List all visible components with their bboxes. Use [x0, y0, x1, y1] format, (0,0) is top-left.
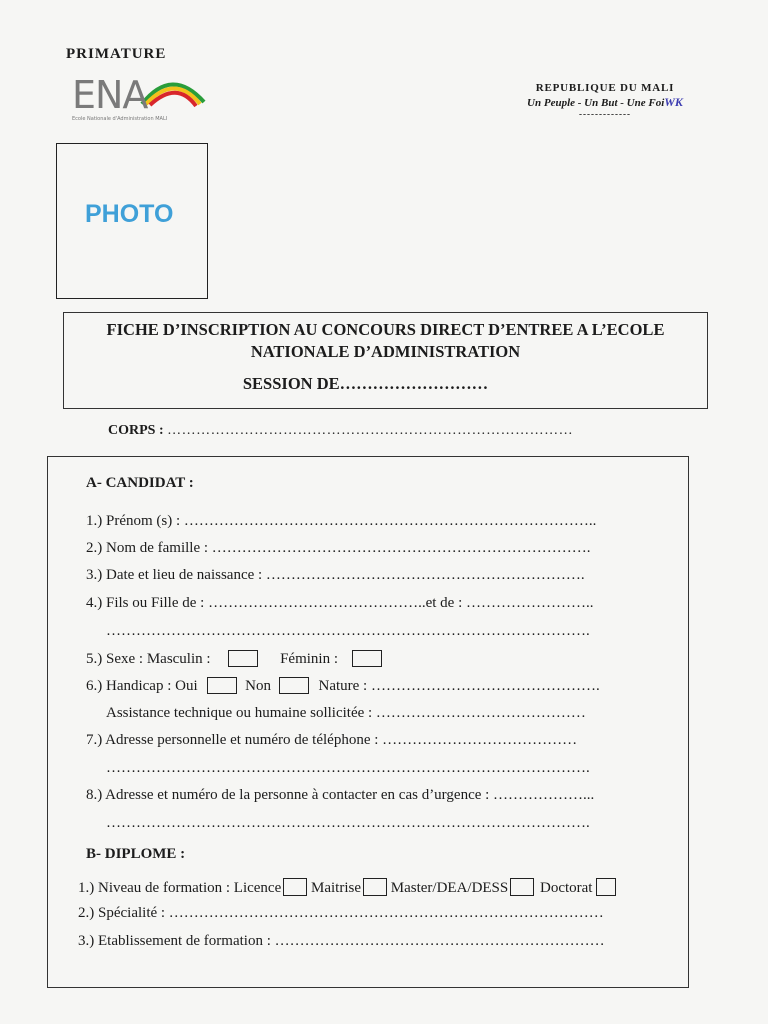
assistance-field[interactable]: Assistance technique ou humaine sollicitée : ……………………………………	[106, 705, 586, 721]
photo-box[interactable]	[56, 143, 208, 299]
urgence-continuation[interactable]: …………………………………………………………………………………….	[106, 815, 590, 831]
niveau-label: 1.) Niveau de formation : Licence	[78, 880, 282, 896]
handicap-non-checkbox[interactable]	[279, 677, 309, 694]
doctorat-checkbox[interactable]	[596, 878, 616, 896]
motto-separator: -------------	[579, 109, 631, 119]
nom-field[interactable]: 2.) Nom de famille : ………………………………………………………………….	[86, 540, 591, 556]
naissance-field[interactable]: 3.) Date et lieu de naissance : ……………………………………………………….	[86, 567, 585, 583]
logo-caption: Ecole Nationale d'Administration MALI	[72, 116, 168, 122]
logo-text: ENA	[72, 73, 148, 117]
nature-field[interactable]: Nature : ……………………………………….	[318, 678, 600, 694]
section-a-title: A- CANDIDAT :	[86, 475, 194, 491]
niveau-row	[78, 878, 616, 897]
urgence-field[interactable]: 8.) Adresse et numéro de la personne à contacter en cas d’urgence : ………………...	[86, 787, 595, 803]
header-right	[490, 82, 720, 118]
fils-continuation[interactable]: …………………………………………………………………………………….	[106, 623, 590, 639]
master-checkbox[interactable]	[510, 878, 534, 896]
adresse-field[interactable]: 7.) Adresse personnelle et numéro de téléphone : …………………………………	[86, 732, 578, 748]
form-title-box	[63, 312, 708, 409]
primature-label: PRIMATURE	[66, 46, 167, 62]
feminin-checkbox[interactable]	[352, 650, 382, 667]
corps-dots[interactable]: …………………………………………………………………………	[167, 423, 574, 438]
corps-field[interactable]	[108, 423, 638, 439]
title-line-2: NATIONALE D’ADMINISTRATION	[250, 342, 521, 361]
title-line-1: FICHE D’INSCRIPTION AU CONCOURS DIRECT D’ENTREE A L’ECOLE	[106, 320, 665, 339]
candidate-form-box	[47, 456, 689, 988]
masculin-checkbox[interactable]	[228, 650, 258, 667]
specialite-field[interactable]: 2.) Spécialité : ……………………………………………………………………………	[78, 905, 604, 921]
prenom-field[interactable]: 1.) Prénom (s) : ………………………………………………………………………..	[86, 513, 597, 529]
photo-label: PHOTO	[85, 200, 174, 228]
master-label: Master/DEA/DESS	[390, 880, 509, 896]
handicap-label: 6.) Handicap : Oui	[86, 678, 198, 694]
handwritten-mark: WK	[664, 95, 683, 109]
session-line[interactable]: SESSION DE………………………	[242, 374, 489, 393]
sexe-row	[86, 650, 382, 668]
non-label: Non	[245, 678, 271, 694]
feminin-label: Féminin :	[280, 651, 338, 667]
maitrise-label: Maitrise	[311, 880, 361, 896]
section-b-title: B- DIPLOME :	[86, 846, 186, 862]
motto-text: Un Peuple - Un But - Une Foi	[527, 97, 665, 109]
maitrise-checkbox[interactable]	[363, 878, 387, 896]
handicap-oui-checkbox[interactable]	[207, 677, 237, 694]
doctorat-label: Doctorat	[540, 880, 593, 896]
adresse-continuation[interactable]: …………………………………………………………………………………….	[106, 760, 590, 776]
header-left	[66, 46, 166, 63]
fils-field[interactable]: 4.) Fils ou Fille de : ……………………………………..et de : ……………………..	[86, 595, 594, 611]
sexe-label: 5.) Sexe : Masculin :	[86, 651, 211, 667]
corps-label: CORPS :	[108, 423, 164, 438]
licence-checkbox[interactable]	[283, 878, 307, 896]
handicap-row	[86, 677, 600, 695]
ena-logo	[72, 64, 212, 126]
etablissement-field[interactable]: 3.) Etablissement de formation : …………………………………………………………	[78, 933, 605, 949]
motto	[490, 95, 720, 110]
republic-label: REPUBLIQUE DU MALI	[535, 82, 675, 94]
